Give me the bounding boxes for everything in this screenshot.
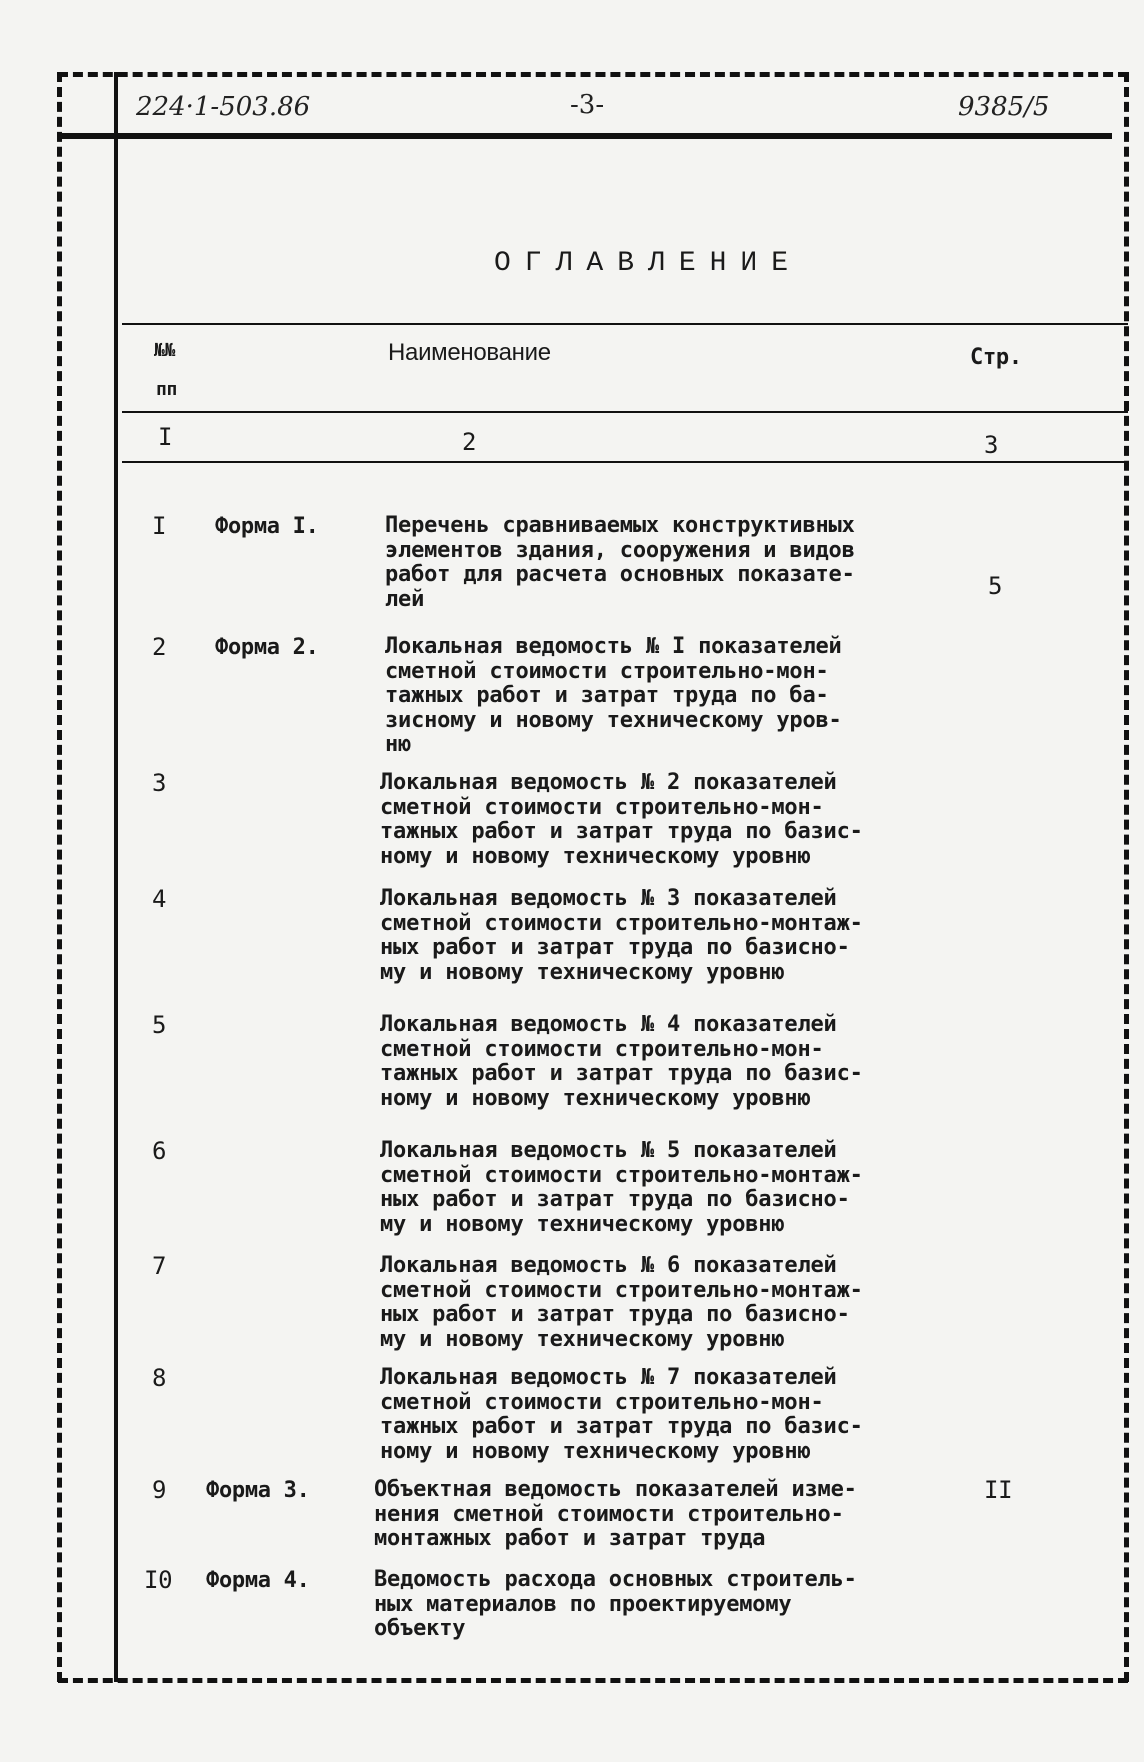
entry-number: I0 — [144, 1566, 173, 1594]
entry-title-line: му и новому техническому уровню — [380, 1326, 785, 1352]
entry-title-line: сметной стоимости строительно-мон- — [380, 1389, 824, 1415]
entry-title-line: Локальная ведомость № 5 показателей — [380, 1138, 837, 1163]
page-number: -3- — [570, 90, 605, 120]
entry-title — [380, 1139, 863, 1237]
entry-number: 6 — [152, 1137, 167, 1165]
entry-page: 5 — [988, 572, 1003, 600]
entry-title-line: ню — [385, 732, 412, 757]
entry-title-line: ных работ и затрат труда по базисно- — [380, 1187, 850, 1212]
entry-title — [380, 1366, 863, 1464]
entry-title-line: ных работ и затрат труда по базисно- — [380, 1302, 850, 1327]
entry-title-line: тажных работ и затрат труда по ба- — [385, 683, 829, 708]
entry-title-line: ных работ и затрат труда по базисно- — [380, 935, 850, 960]
entry-title — [380, 771, 863, 869]
entry-title-line: Локальная ведомость № 7 показателей — [380, 1365, 837, 1390]
entry-title-line: Локальная ведомость № 4 показателей — [380, 1012, 837, 1037]
page-title: ОГЛАВЛЕНИЕ — [494, 248, 803, 279]
entry-number: 4 — [152, 885, 167, 913]
entry-title-line: ному и новому техническому уровню — [380, 1085, 811, 1111]
entry-title-line: сметной стоимости строительно-мон- — [385, 658, 829, 684]
frame-top-border — [58, 72, 1128, 77]
entry-title-line: лей — [385, 586, 425, 612]
entry-title-line: му и новому техническому уровню — [380, 959, 785, 985]
entry-title-line: тажных работ и затрат труда по базис- — [380, 819, 863, 844]
entry-title — [374, 1568, 857, 1642]
entry-title-line: сметной стоимости строительно-монтаж- — [380, 1162, 863, 1188]
entry-title-line: работ для расчета основных показате- — [385, 562, 855, 587]
entry-title-line: Локальная ведомость № 2 показателей — [380, 770, 837, 795]
entry-title-line: ных материалов по проектируемому — [374, 1591, 792, 1617]
entry-form: Форма 4. — [206, 1568, 310, 1593]
entry-number: 8 — [152, 1364, 167, 1392]
sheet-reference: 9385/5 — [958, 92, 1050, 122]
column-header-number-2: пп — [156, 379, 178, 400]
entry-title-line: сметной стоимости строительно-монтаж- — [380, 1277, 863, 1303]
entry-number: 2 — [152, 633, 167, 661]
entry-title-line: монтажных работ и затрат труда — [374, 1526, 766, 1551]
entry-title-line: Ведомость расхода основных строитель- — [374, 1567, 857, 1592]
entry-title — [385, 514, 855, 612]
entry-title — [374, 1478, 857, 1552]
header-rule — [58, 133, 1112, 139]
entry-title-line: тажных работ и затрат труда по базис- — [380, 1414, 863, 1439]
column-index-1: I — [158, 423, 173, 451]
column-index-2: 2 — [462, 428, 477, 456]
entry-title-line: Локальная ведомость № I показателей — [385, 634, 842, 659]
table-header-rule — [122, 411, 1128, 413]
frame-bottom-border — [58, 1678, 1128, 1683]
entry-title — [380, 1013, 863, 1111]
entry-number: 5 — [152, 1011, 167, 1039]
margin-line — [114, 72, 118, 1682]
entry-title-line: объекту — [374, 1616, 466, 1641]
entry-title-line: Локальная ведомость № 6 показателей — [380, 1253, 837, 1278]
entry-number: 7 — [152, 1252, 167, 1280]
entry-title — [380, 1254, 863, 1352]
document-code: 224·1-503.86 — [136, 92, 311, 122]
entry-title-line: ному и новому техническому уровню — [380, 843, 811, 869]
column-header-name: Наименование — [388, 339, 551, 366]
entry-title-line: зисному и новому техническому уров- — [385, 707, 842, 733]
entry-title — [380, 887, 863, 985]
frame-left-border — [57, 72, 62, 1682]
entry-title-line: сметной стоимости строительно-мон- — [380, 794, 824, 820]
entry-title-line: элементов здания, сооружения и видов — [385, 537, 855, 563]
entry-page: II — [984, 1476, 1013, 1504]
frame-right-border — [1124, 72, 1129, 1682]
entry-title-line: сметной стоимости строительно-монтаж- — [380, 910, 863, 936]
column-header-page: Стр. — [970, 345, 1022, 370]
entry-number: 3 — [152, 769, 167, 797]
entry-title-line: му и новому техническому уровню — [380, 1211, 785, 1237]
entry-title — [385, 635, 842, 758]
table-index-rule — [122, 461, 1128, 463]
entry-title-line: тажных работ и затрат труда по базис- — [380, 1061, 863, 1086]
column-header-number: №№ — [154, 340, 176, 361]
entry-title-line: Объектная ведомость показателей изме- — [374, 1477, 857, 1502]
entry-form: Форма I. — [215, 514, 319, 539]
entry-title-line: Перечень сравниваемых конструктивных — [385, 513, 855, 538]
entry-title-line: сметной стоимости строительно-мон- — [380, 1036, 824, 1062]
entry-number: 9 — [152, 1476, 167, 1504]
entry-number: I — [152, 512, 167, 540]
entry-title-line: нения сметной стоимости строительно- — [374, 1501, 844, 1527]
entry-title-line: Локальная ведомость № 3 показателей — [380, 886, 837, 911]
entry-form: Форма 3. — [206, 1478, 310, 1503]
entry-form: Форма 2. — [215, 635, 319, 660]
entry-title-line: ному и новому техническому уровню — [380, 1438, 811, 1464]
column-index-3: 3 — [984, 431, 999, 459]
table-top-rule — [122, 323, 1128, 325]
